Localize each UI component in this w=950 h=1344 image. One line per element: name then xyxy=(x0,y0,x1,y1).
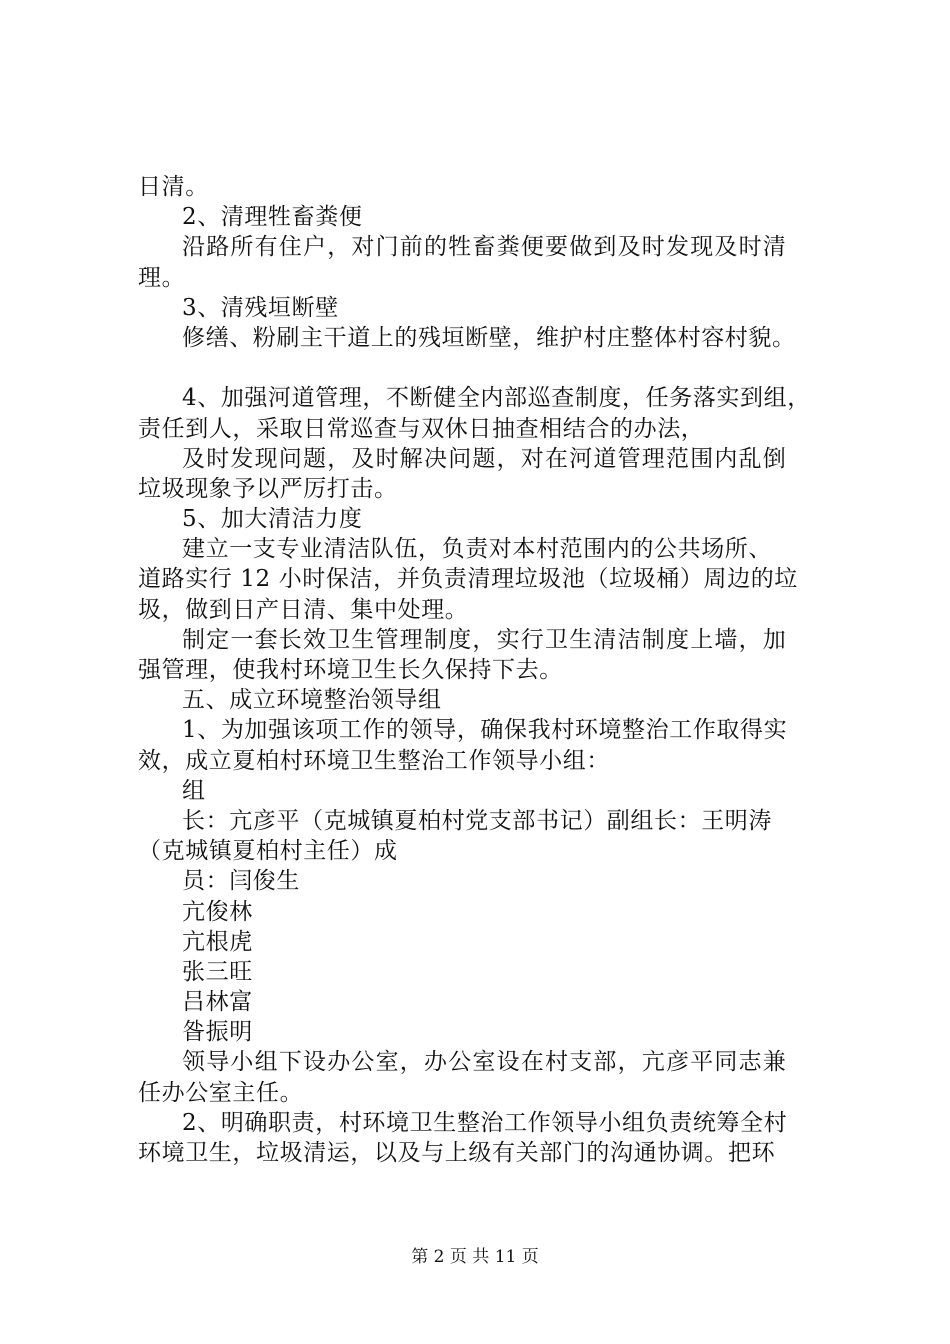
text-line: 1、为加强该项工作的领导，确保我村环境整治工作取得实 xyxy=(182,717,788,744)
page-number-footer: 第 2 页 共 11 页 xyxy=(411,1247,539,1267)
text-line: 建立一支专业清洁队伍，负责对本村范围内的公共场所、 xyxy=(182,536,772,563)
text-line: 吕林富 xyxy=(182,989,253,1016)
text-line: 日清。 xyxy=(138,174,209,200)
text-line: 5、加大清洁力度 xyxy=(182,506,363,533)
text-line: 昝振明 xyxy=(182,1019,253,1046)
text-line: 2、清理牲畜粪便 xyxy=(182,204,363,231)
text-line: 2、明确职责，村环境卫生整治工作领导小组负责统筹全村 xyxy=(182,1109,788,1136)
text-line: 亢俊林 xyxy=(182,898,253,925)
text-line: 强管理，使我村环境卫生长久保持下去。 xyxy=(138,657,563,683)
text-line: 圾，做到日产日清、集中处理。 xyxy=(138,596,469,623)
text-line: 亢根虎 xyxy=(182,928,253,955)
text-line: 长：亢彦平（克城镇夏柏村党支部书记）副组长：王明涛 xyxy=(182,807,772,834)
text-line: 任办公室主任。 xyxy=(138,1079,304,1106)
text-line: 效，成立夏柏村环境卫生整治工作领导小组： xyxy=(138,747,610,774)
text-line: 及时发现问题，及时解决问题，对在河道管理范围内乱倒 xyxy=(182,445,787,472)
text-line: 员：闫俊生 xyxy=(182,868,300,895)
text-line: 五、成立环境整治领导组 xyxy=(182,687,442,714)
text-line: 张三旺 xyxy=(182,958,253,985)
text-line: 环境卫生，垃圾清运，以及与上级有关部门的沟通协调。把环 xyxy=(138,1140,776,1166)
text-line: 组 xyxy=(182,777,206,804)
text-line: 垃圾现象予以严厉打击。 xyxy=(138,475,398,502)
text-line: 理。 xyxy=(138,264,186,291)
blank-line xyxy=(138,353,838,383)
document-body xyxy=(138,172,838,1168)
text-line: 沿路所有住户，对门前的牲畜粪便要做到及时发现及时清 xyxy=(182,234,787,261)
text-line: 领导小组下设办公室，办公室设在村支部，亢彦平同志兼 xyxy=(182,1049,787,1076)
text-line: 修缮、粉刷主干道上的残垣断壁，维护村庄整体村容村貌。 xyxy=(182,324,796,351)
text-line: （克城镇夏柏村主任）成 xyxy=(138,838,398,865)
text-line: 4、加强河道管理，不断健全内部巡查制度，任务落实到组， xyxy=(182,385,811,412)
text-line: 3、清残垣断壁 xyxy=(182,294,339,321)
text-line: 道路实行 12 小时保洁，并负责清理垃圾池（垃圾桶）周边的垃 xyxy=(138,566,798,593)
text-line: 责任到人，采取日常巡查与双休日抽查相结合的办法， xyxy=(138,415,705,442)
text-line: 制定一套长效卫生管理制度，实行卫生清洁制度上墙，加 xyxy=(182,626,787,653)
